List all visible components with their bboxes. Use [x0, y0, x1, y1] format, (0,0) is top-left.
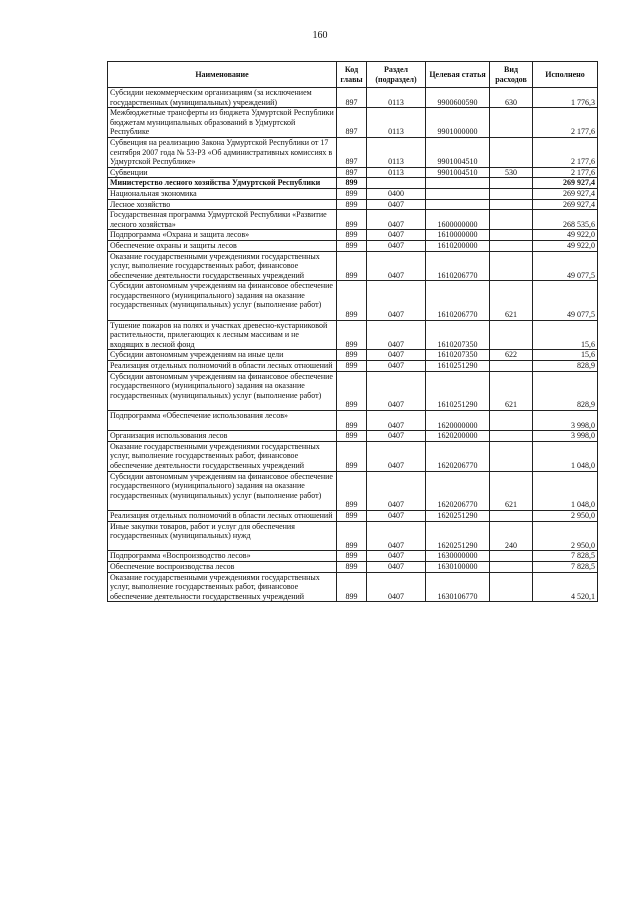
cell-code: 899 — [337, 361, 367, 372]
cell-code: 899 — [337, 320, 367, 350]
cell-name: Реализация отдельных полномочий в области лесных отношений — [108, 510, 337, 521]
cell-target: 1630100000 — [426, 561, 490, 572]
cell-amount: 1 776,3 — [533, 88, 598, 108]
cell-target: 1610207350 — [426, 320, 490, 350]
table-row — [108, 371, 598, 410]
cell-section: 0400 — [367, 188, 426, 199]
cell-type — [490, 561, 533, 572]
cell-section: 0113 — [367, 137, 426, 167]
cell-amount: 49 077,5 — [533, 251, 598, 281]
table-row — [108, 251, 598, 281]
table-row — [108, 199, 598, 210]
cell-type: 621 — [490, 471, 533, 510]
table-row — [108, 471, 598, 510]
cell-target: 9901004510 — [426, 137, 490, 167]
cell-amount: 2 177,6 — [533, 167, 598, 178]
cell-amount: 2 950,0 — [533, 521, 598, 551]
cell-target: 1610200000 — [426, 240, 490, 251]
cell-target: 1610206770 — [426, 281, 490, 320]
cell-target: 1610251290 — [426, 371, 490, 410]
cell-amount: 3 998,0 — [533, 411, 598, 431]
cell-section: 0407 — [367, 441, 426, 471]
cell-amount: 4 520,1 — [533, 572, 598, 602]
cell-name: Подпрограмма «Обеспечение использования лесов» — [108, 411, 337, 431]
cell-section: 0113 — [367, 108, 426, 138]
cell-type — [490, 230, 533, 241]
cell-name: Обеспечение охраны и защиты лесов — [108, 240, 337, 251]
cell-type: 621 — [490, 281, 533, 320]
cell-name: Субсидии автономным учреждениям на финансовое обеспечение государственного (муниципального) задания на оказание государственных (муниципальных) услуг (выполнение работ) — [108, 371, 337, 410]
cell-type — [490, 210, 533, 230]
cell-section: 0113 — [367, 88, 426, 108]
cell-code: 899 — [337, 371, 367, 410]
cell-code: 899 — [337, 411, 367, 431]
cell-name: Межбюджетные трансферты из бюджета Удмуртской Республики бюджетам муниципальных образований в Удмуртской Республике — [108, 108, 337, 138]
cell-code: 899 — [337, 350, 367, 361]
cell-section: 0407 — [367, 551, 426, 562]
cell-target: 1620200000 — [426, 431, 490, 442]
cell-name: Обеспечение воспроизводства лесов — [108, 561, 337, 572]
cell-type — [490, 572, 533, 602]
cell-amount: 1 048,0 — [533, 471, 598, 510]
cell-code: 899 — [337, 521, 367, 551]
cell-amount: 828,9 — [533, 361, 598, 372]
cell-section: 0407 — [367, 471, 426, 510]
cell-type — [490, 108, 533, 138]
header-amount: Исполнено — [533, 62, 598, 88]
cell-name: Министерство лесного хозяйства Удмуртской Республики — [108, 178, 337, 189]
cell-section: 0407 — [367, 210, 426, 230]
cell-section: 0407 — [367, 230, 426, 241]
cell-target: 1630106770 — [426, 572, 490, 602]
cell-amount: 2 177,6 — [533, 137, 598, 167]
cell-amount: 828,9 — [533, 371, 598, 410]
cell-target: 1610207350 — [426, 350, 490, 361]
cell-name: Оказание государственными учреждениями государственных услуг, выполнение государственных работ, финансовое обеспечение деятельности государственных учреждений — [108, 572, 337, 602]
cell-type — [490, 510, 533, 521]
header-name: Наименование — [108, 62, 337, 88]
cell-type — [490, 178, 533, 189]
cell-target: 1620206770 — [426, 471, 490, 510]
cell-type: 530 — [490, 167, 533, 178]
cell-type — [490, 411, 533, 431]
table-row — [108, 561, 598, 572]
table-row — [108, 510, 598, 521]
cell-type: 240 — [490, 521, 533, 551]
cell-section: 0407 — [367, 561, 426, 572]
cell-amount: 269 927,4 — [533, 178, 598, 189]
cell-amount: 2 950,0 — [533, 510, 598, 521]
cell-target: 1610000000 — [426, 230, 490, 241]
cell-type: 630 — [490, 88, 533, 108]
cell-target: 1620251290 — [426, 521, 490, 551]
cell-code: 899 — [337, 240, 367, 251]
cell-amount: 2 177,6 — [533, 108, 598, 138]
cell-target — [426, 178, 490, 189]
cell-type — [490, 551, 533, 562]
cell-amount: 15,6 — [533, 350, 598, 361]
page-number: 160 — [312, 30, 328, 41]
table-row — [108, 137, 598, 167]
cell-code: 899 — [337, 561, 367, 572]
table-row — [108, 188, 598, 199]
cell-type — [490, 320, 533, 350]
cell-type: 622 — [490, 350, 533, 361]
table-row — [108, 350, 598, 361]
table-row — [108, 167, 598, 178]
cell-amount: 3 998,0 — [533, 431, 598, 442]
cell-name: Тушение пожаров на полях и участках древесно-кустарниковой растительности, прилегающих к лесным массивам и не входящих в лесной фонд — [108, 320, 337, 350]
cell-code: 899 — [337, 471, 367, 510]
cell-code: 897 — [337, 88, 367, 108]
cell-name: Оказание государственными учреждениями государственных услуг, выполнение государственных работ, финансовое обеспечение деятельности государственных учреждений — [108, 251, 337, 281]
cell-amount: 269 927,4 — [533, 188, 598, 199]
cell-section: 0407 — [367, 431, 426, 442]
cell-code: 899 — [337, 572, 367, 602]
cell-code: 899 — [337, 431, 367, 442]
table-row — [108, 521, 598, 551]
table-row — [108, 431, 598, 442]
cell-type — [490, 188, 533, 199]
cell-section: 0407 — [367, 350, 426, 361]
cell-section — [367, 178, 426, 189]
cell-target — [426, 188, 490, 199]
table-row — [108, 320, 598, 350]
cell-amount: 1 048,0 — [533, 441, 598, 471]
table-row — [108, 572, 598, 602]
header-type: Вид расходов — [490, 62, 533, 88]
cell-amount: 49 077,5 — [533, 281, 598, 320]
cell-type — [490, 240, 533, 251]
cell-section: 0407 — [367, 521, 426, 551]
cell-section: 0407 — [367, 199, 426, 210]
table-row — [108, 441, 598, 471]
table-row — [108, 240, 598, 251]
cell-type — [490, 251, 533, 281]
cell-code: 899 — [337, 441, 367, 471]
cell-code: 899 — [337, 230, 367, 241]
cell-amount: 268 535,6 — [533, 210, 598, 230]
cell-section: 0407 — [367, 572, 426, 602]
cell-code: 897 — [337, 137, 367, 167]
cell-target: 1600000000 — [426, 210, 490, 230]
table-row — [108, 281, 598, 320]
table-header-row — [108, 62, 598, 88]
cell-name: Субсидии автономным учреждениям на иные цели — [108, 350, 337, 361]
cell-name: Субсидии автономным учреждениям на финансовое обеспечение государственного (муниципального) задания на оказание государственных (муниципальных) услуг (выполнение работ) — [108, 281, 337, 320]
cell-name: Субвенция на реализацию Закона Удмуртской Республики от 17 сентября 2007 года № 53-РЗ «Об административных комиссиях в Удмуртской Республике» — [108, 137, 337, 167]
cell-section: 0407 — [367, 281, 426, 320]
cell-amount: 15,6 — [533, 320, 598, 350]
cell-name: Оказание государственными учреждениями государственных услуг, выполнение государственных работ, финансовое обеспечение деятельности государственных учреждений — [108, 441, 337, 471]
header-target: Целевая статья — [426, 62, 490, 88]
cell-name: Государственная программа Удмуртской Республики «Развитие лесного хозяйства» — [108, 210, 337, 230]
cell-target: 9901000000 — [426, 108, 490, 138]
expenditure-table — [107, 61, 598, 602]
table-row — [108, 230, 598, 241]
cell-type — [490, 361, 533, 372]
header-section: Раздел (подраздел) — [367, 62, 426, 88]
cell-target: 9901004510 — [426, 167, 490, 178]
cell-name: Организация использования лесов — [108, 431, 337, 442]
table-row — [108, 88, 598, 108]
cell-section: 0407 — [367, 411, 426, 431]
cell-target: 1620206770 — [426, 441, 490, 471]
cell-name: Субвенции — [108, 167, 337, 178]
cell-amount: 49 922,0 — [533, 240, 598, 251]
cell-code: 899 — [337, 510, 367, 521]
cell-amount: 7 828,5 — [533, 561, 598, 572]
cell-name: Субсидии некоммерческим организациям (за исключением государственных (муниципальных) учреждений) — [108, 88, 337, 108]
cell-amount: 49 922,0 — [533, 230, 598, 241]
cell-code: 899 — [337, 210, 367, 230]
cell-target: 1610251290 — [426, 361, 490, 372]
cell-code: 899 — [337, 281, 367, 320]
cell-code: 899 — [337, 178, 367, 189]
cell-code: 899 — [337, 199, 367, 210]
cell-code: 899 — [337, 551, 367, 562]
cell-target: 1620000000 — [426, 411, 490, 431]
cell-type — [490, 137, 533, 167]
cell-section: 0407 — [367, 371, 426, 410]
cell-type — [490, 199, 533, 210]
cell-target: 1620251290 — [426, 510, 490, 521]
cell-section: 0407 — [367, 240, 426, 251]
cell-type: 621 — [490, 371, 533, 410]
table-row — [108, 108, 598, 138]
cell-type — [490, 431, 533, 442]
cell-target: 1610206770 — [426, 251, 490, 281]
cell-name: Подпрограмма «Воспроизводство лесов» — [108, 551, 337, 562]
cell-target: 9900600590 — [426, 88, 490, 108]
cell-section: 0407 — [367, 320, 426, 350]
cell-name: Иные закупки товаров, работ и услуг для обеспечения государственных (муниципальных) нужд — [108, 521, 337, 551]
table-row — [108, 210, 598, 230]
cell-amount: 7 828,5 — [533, 551, 598, 562]
cell-section: 0407 — [367, 361, 426, 372]
cell-name: Реализация отдельных полномочий в области лесных отношений — [108, 361, 337, 372]
cell-target: 1630000000 — [426, 551, 490, 562]
cell-amount: 269 927,4 — [533, 199, 598, 210]
table-row — [108, 361, 598, 372]
table-row — [108, 551, 598, 562]
cell-name: Национальная экономика — [108, 188, 337, 199]
cell-section: 0407 — [367, 251, 426, 281]
cell-code: 897 — [337, 108, 367, 138]
cell-section: 0407 — [367, 510, 426, 521]
cell-target — [426, 199, 490, 210]
cell-section: 0113 — [367, 167, 426, 178]
cell-name: Лесное хозяйство — [108, 199, 337, 210]
cell-name: Субсидии автономным учреждениям на финансовое обеспечение государственного (муниципального) задания на оказание государственных (муниципальных) услуг (выполнение работ) — [108, 471, 337, 510]
table-row — [108, 411, 598, 431]
cell-code: 899 — [337, 188, 367, 199]
header-code: Код главы — [337, 62, 367, 88]
cell-type — [490, 441, 533, 471]
cell-code: 899 — [337, 251, 367, 281]
cell-name: Подпрограмма «Охрана и защита лесов» — [108, 230, 337, 241]
cell-code: 897 — [337, 167, 367, 178]
table-row — [108, 178, 598, 189]
